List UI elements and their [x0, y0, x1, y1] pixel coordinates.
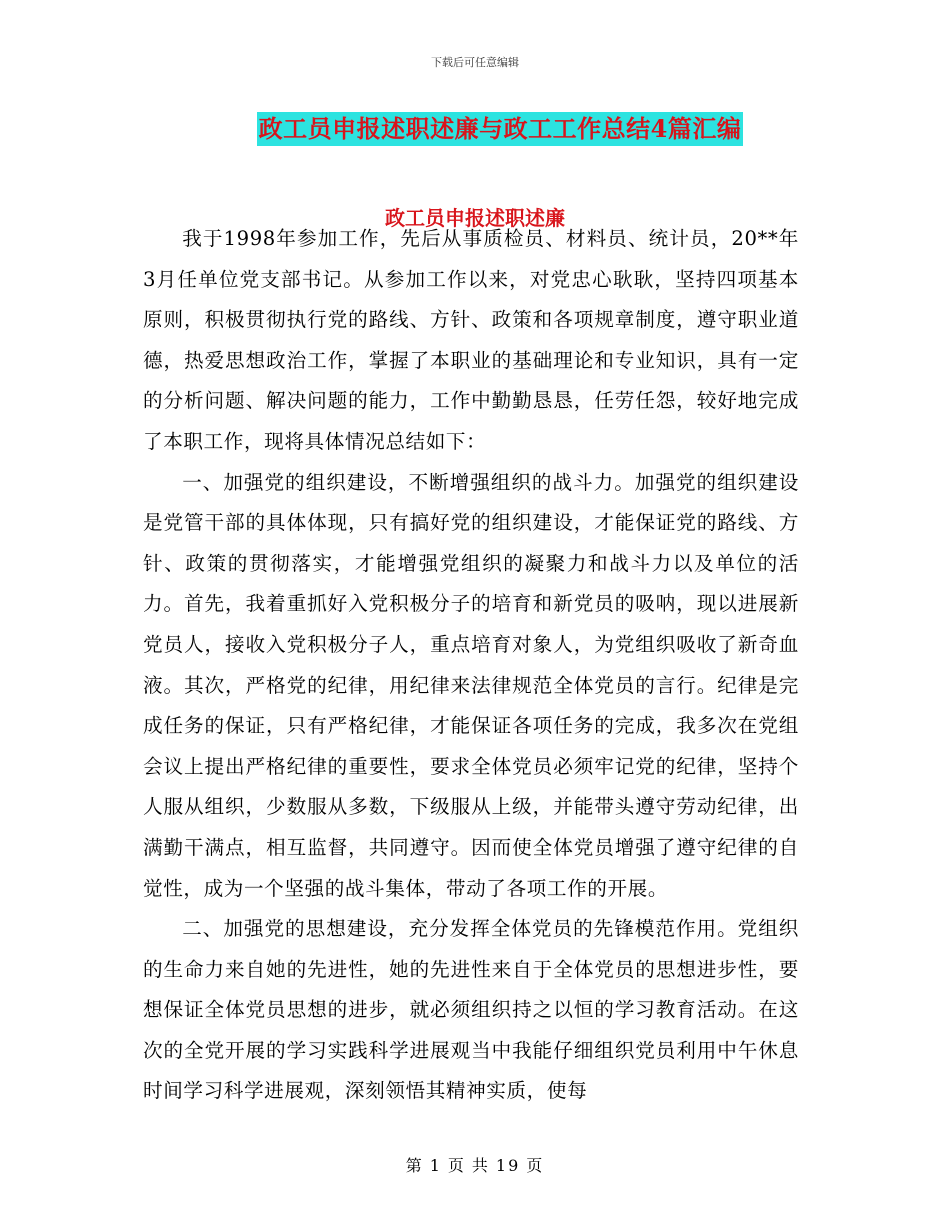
header-note: 下载后可任意编辑	[431, 56, 519, 69]
paragraph-intro: 我于1998年参加工作，先后从事质检员、材料员、统计员，20**年3月任单位党支部书记。从参加工作以来，对党忠心耿耿，坚持四项基本原则，积极贯彻执行党的路线、方针、政策和各项规章制度，遵守职业道德，热爱思想政治工作，掌握了本职业的基础理论和专业知识，具有一定的分析问题、解决问题的能力，工作中勤勤恳恳，任劳任怨，较好地完成了本职工作，现将具体情况总结如下：	[143, 227, 799, 453]
footer-total-pages: 19	[495, 1156, 521, 1175]
footer-total-unit: 页	[526, 1156, 545, 1175]
document-body	[143, 219, 799, 1112]
document-title-wrapper	[0, 112, 950, 146]
paragraph-ideology: 二、加强党的思想建设，充分发挥全体党员的先锋模范作用。党组织的生命力来自她的先进性，她的先进性来自于全体党员的思想进步性，要想保证全体党员思想的进步，就必须组织持之以恒的学习教育活动。在这次的全党开展的学习实践科学进展观当中我能仔细组织党员利用中午休息时间学习科学进展观，深刻领悟其精神实质，使每	[143, 917, 799, 1103]
section-title: 政工员申报述职述廉	[385, 206, 565, 230]
footer-prefix: 第	[405, 1156, 424, 1175]
footer-total-prefix: 共	[471, 1156, 490, 1175]
footer-page-unit: 页	[447, 1156, 466, 1175]
document-title: 政工员申报述职述廉与政工工作总结4篇汇编	[257, 112, 744, 146]
page-footer	[0, 1153, 950, 1176]
footer-page-number: 1	[429, 1156, 442, 1175]
paragraph-organization: 一、加强党的组织建设，不断增强组织的战斗力。加强党的组织建设是党管干部的具体体现，只有搞好党的组织建设，才能保证党的路线、方针、政策的贯彻落实，才能增强党组织的凝聚力和战斗力以及单位的活力。首先，我着重抓好入党积极分子的培育和新党员的吸呐，现以进展新党员人，接收入党积极分子人，重点培育对象人，为党组织吸收了新奇血液。其次，严格党的纪律，用纪律来法律规范全体党员的言行。纪律是完成任务的保证，只有严格纪律，才能保证各项任务的完成，我多次在党组会议上提出严格纪律的重要性，要求全体党员必须牢记党的纪律，坚持个人服从组织，少数服从多数，下级服从上级，并能带头遵守劳动纪律，出满勤干满点，相互监督，共同遵守。因而使全体党员增强了遵守纪律的自觉性，成为一个坚强的战斗集体，带动了各项工作的开展。	[143, 470, 799, 900]
